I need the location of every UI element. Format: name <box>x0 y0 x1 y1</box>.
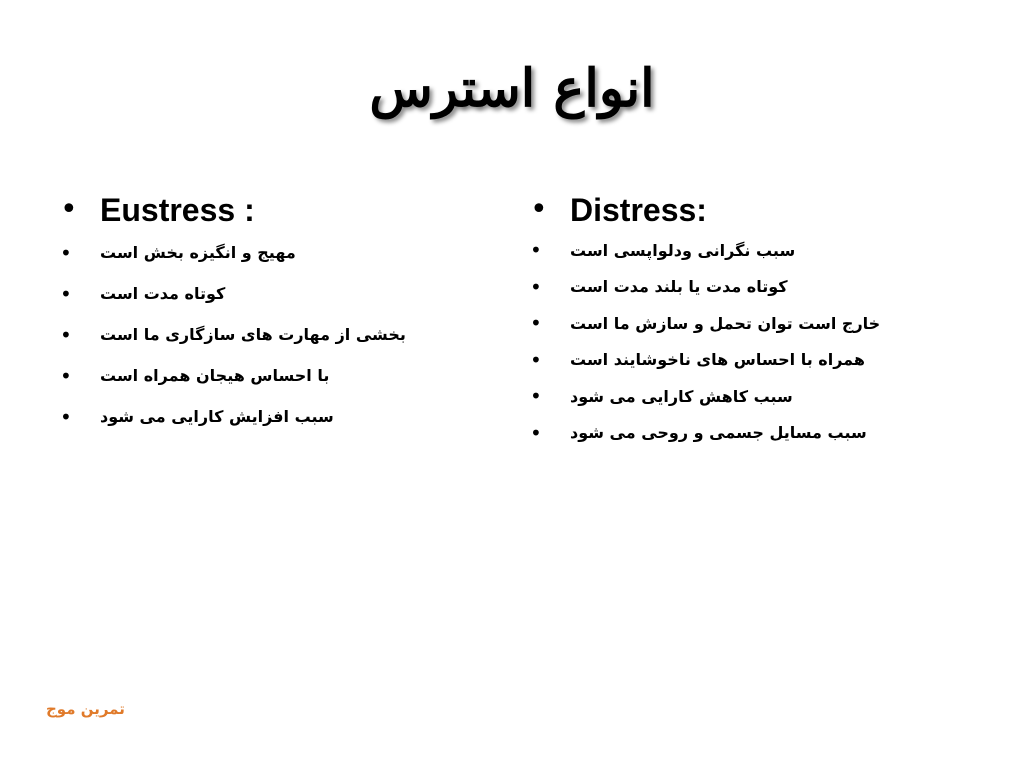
bullet-icon: • <box>60 322 72 347</box>
list-item-text: با احساس هیجان همراه است <box>100 366 330 385</box>
bullet-icon: • <box>530 311 542 336</box>
bullet-icon: • <box>530 384 542 409</box>
eustress-heading-row <box>60 188 480 232</box>
list-item <box>530 269 970 306</box>
list-item <box>60 396 480 437</box>
list-item <box>60 355 480 396</box>
bullet-icon: • <box>60 240 72 265</box>
bullet-icon: • <box>60 281 72 306</box>
bullet-icon: • <box>60 404 72 429</box>
list-item <box>60 314 480 355</box>
distress-heading-row <box>530 188 970 232</box>
bullet-icon: • <box>530 420 542 445</box>
list-item <box>530 232 970 269</box>
list-item-text: خارج است توان تحمل و سازش ما است <box>570 313 881 333</box>
slide-title: انواع استرس <box>369 58 655 119</box>
eustress-heading: Eustress : <box>100 191 255 228</box>
list-item-text: کوتاه مدت یا بلند مدت است <box>570 277 788 297</box>
bullet-icon: • <box>530 192 548 227</box>
list-item-text: سبب نگرانی ودلواپسی است <box>570 240 796 260</box>
bullet-icon: • <box>60 192 78 227</box>
list-item <box>530 415 970 452</box>
list-item-text: مهیج و انگیزه بخش است <box>100 243 296 262</box>
eustress-column <box>60 188 480 437</box>
distress-heading: Distress: <box>570 191 707 228</box>
list-item <box>530 305 970 342</box>
bullet-icon: • <box>60 363 72 388</box>
bullet-icon: • <box>530 347 542 372</box>
list-item-text: کوتاه مدت است <box>100 284 226 303</box>
list-item <box>530 378 970 415</box>
list-item-text: سبب کاهش کارایی می شود <box>570 386 793 406</box>
list-item-text: سبب افزایش کارایی می شود <box>100 407 334 426</box>
bullet-icon: • <box>530 238 542 263</box>
footer-note: تمرین موج <box>46 700 125 718</box>
list-item-text: همراه با احساس های ناخوشایند است <box>570 350 865 370</box>
bullet-icon: • <box>530 274 542 299</box>
list-item <box>530 342 970 379</box>
distress-column <box>530 188 970 451</box>
list-item <box>60 273 480 314</box>
list-item <box>60 232 480 273</box>
list-item-text: سبب مسایل جسمی و روحی می شود <box>570 423 867 443</box>
list-item-text: بخشی از مهارت های سازگاری ما است <box>100 325 406 344</box>
